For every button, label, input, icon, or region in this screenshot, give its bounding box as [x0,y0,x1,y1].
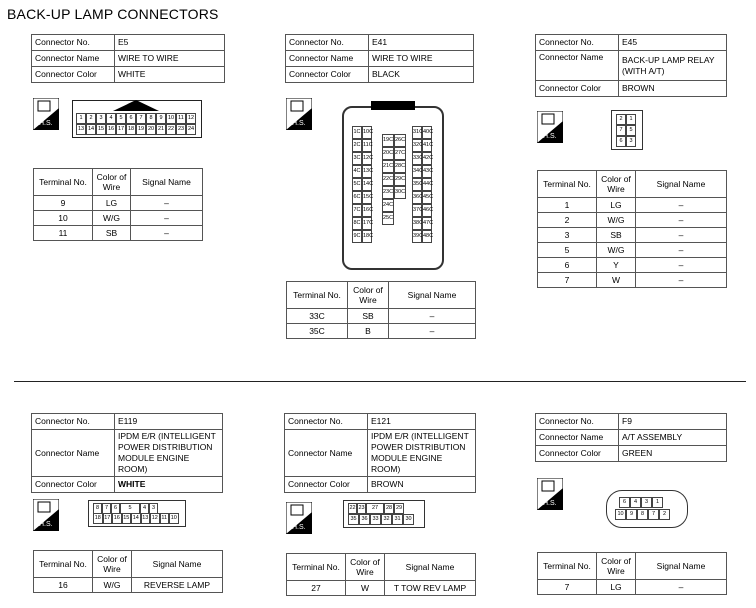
connector-info-e41 [285,34,474,83]
pin-cell: 27 [366,503,384,514]
pin-cell: 15 [96,124,106,135]
pin-cell: 43C [422,165,432,178]
pin-cell: 14 [86,124,96,135]
header-terminal-no: Terminal No. [287,282,348,309]
pin-cell: 28 [384,503,394,514]
pin-cell: 15C [362,191,372,204]
pin-cell: 36 [359,514,370,525]
label-connector-color: Connector Color [32,67,115,83]
connector-no-value: E121 [368,414,476,430]
connector-info-e5 [31,34,225,83]
pin-cell: 37C [412,204,422,217]
pin-cell: 8C [352,217,362,230]
pin-cell: 26C [394,134,406,147]
pin-cell: 8 [146,113,156,124]
pin-cell: 14C [362,178,372,191]
pin-cell: 11C [362,139,372,152]
pin-cell: 7 [616,125,626,136]
svg-text:H.S.: H.S. [39,521,53,528]
header-terminal-no: Terminal No. [287,554,346,581]
pin-cell: 7 [648,509,659,520]
signal-name-cell: T TOW REV LAMP [385,581,476,596]
terminal-no-cell: 16 [34,578,93,593]
header-terminal-no: Terminal No. [538,171,597,198]
table-row [538,243,727,258]
connector-no-value: E119 [115,414,223,430]
pin-cell: 46C [422,204,432,217]
connector-no-value: E41 [369,35,474,51]
pin-cell: 39C [412,230,422,243]
svg-text:H.S.: H.S. [292,120,306,127]
table-row [538,258,727,273]
pin-cell: 1 [76,113,86,124]
terminal-table-f9 [537,552,727,595]
signal-name-cell: – [636,580,727,595]
pin-cell: 10 [166,113,176,124]
pin-cell: 12C [362,152,372,165]
pin-cell: 5 [116,113,126,124]
pin-cell: 24C [382,199,394,212]
wire-color-cell: LG [597,580,636,595]
pin-cell: 10C [362,126,372,139]
pin-cell: 3 [641,497,652,508]
terminal-no-cell: 5 [538,243,597,258]
terminal-table-e119 [33,550,223,593]
terminal-no-cell: 7 [538,273,597,288]
connector-info-e45 [535,34,727,97]
table-row [34,578,223,593]
hs-icon [33,98,59,130]
pin-cell: 44C [422,178,432,191]
pin-cell: 9 [626,509,637,520]
pin-cell: 22 [348,503,357,514]
header-color-of-wire: Color of Wire [93,169,131,196]
pin-cell: 31 [392,514,403,525]
pin-cell: 5 [120,503,140,514]
connector-no-value: E45 [619,35,727,51]
pin-cell: 8 [93,503,102,514]
header-terminal-no: Terminal No. [538,553,597,580]
table-row [287,324,476,339]
pin-cell: 32C [412,139,422,152]
signal-name-cell: – [636,243,727,258]
terminal-no-cell: 27 [287,581,346,596]
pin-cell: 16 [112,513,122,524]
connector-face-f9 [606,490,688,528]
pin-cell: 36C [412,191,422,204]
hs-icon [286,502,312,534]
connector-name-value: WIRE TO WIRE [369,51,474,67]
label-connector-name: Connector Name [536,430,619,446]
pin-cell: 6C [352,191,362,204]
hs-icon [33,499,59,531]
signal-name-cell: – [131,226,203,241]
pin-cell: 17 [103,513,113,524]
pin-cell: 47C [422,217,432,230]
connector-name-value: BACK-UP LAMP RELAY (WITH A/T) [619,51,727,81]
latch-icon [371,101,415,110]
pin-cell: 27C [394,147,406,160]
pin-cell: 15 [122,513,132,524]
pin-cell: 3 [626,136,636,147]
pin-cell: 12 [150,513,160,524]
pin-cell: 45C [422,191,432,204]
pin-cell: 1 [626,114,636,125]
table-row [34,226,203,241]
wire-color-cell: LG [597,198,636,213]
svg-text:H.S.: H.S. [292,524,306,531]
pin-cell: 1C [352,126,362,139]
table-row [538,580,727,595]
pin-cell: 41C [422,139,432,152]
pin-cell: 19 [136,124,146,135]
pin-cell: 9 [156,113,166,124]
pin-cell: 31C [412,126,422,139]
label-connector-name: Connector Name [32,51,115,67]
pin-cell: 1 [652,497,663,508]
wire-color-cell: W [346,581,385,596]
pin-cell: 18 [93,513,103,524]
connector-no-value: F9 [619,414,727,430]
connector-name-value: A/T ASSEMBLY [619,430,727,446]
table-row [34,211,203,226]
pin-cell: 2 [659,509,670,520]
header-terminal-no: Terminal No. [34,551,93,578]
pin-cell: 4 [106,113,116,124]
wire-color-cell: LG [93,196,131,211]
header-signal-name: Signal Name [389,282,476,309]
pin-cell: 24 [186,124,196,135]
connector-color-value: WHITE [115,67,225,83]
terminal-table-e5 [33,168,203,241]
hs-icon [537,111,563,143]
signal-name-cell: – [636,258,727,273]
header-color-of-wire: Color of Wire [346,554,385,581]
pin-cell: 13 [76,124,86,135]
terminal-no-cell: 6 [538,258,597,273]
pin-cell: 33C [412,152,422,165]
wire-color-cell: SB [597,228,636,243]
svg-text:H.S.: H.S. [543,500,557,507]
wire-color-cell: W/G [597,213,636,228]
connector-color-value: BROWN [619,81,727,97]
pin-cell: 17 [116,124,126,135]
table-row [538,228,727,243]
pin-cell: 48C [422,230,432,243]
wire-color-cell: W/G [597,243,636,258]
pin-cell: 23C [382,186,394,199]
signal-name-cell: – [131,211,203,226]
pin-cell: 11 [160,513,170,524]
svg-text:H.S.: H.S. [543,133,557,140]
pin-cell: 23 [176,124,186,135]
label-connector-no: Connector No. [536,414,619,430]
connector-face-e41 [342,106,444,270]
pin-cell: 22C [382,173,394,186]
pin-cell: 6 [619,497,630,508]
pin-cell: 42C [422,152,432,165]
header-color-of-wire: Color of Wire [93,551,132,578]
pin-cell: 9C [352,230,362,243]
pin-cell: 13 [141,513,151,524]
pin-cell: 32 [381,514,392,525]
pin-cell: 3C [352,152,362,165]
hs-icon [537,478,563,510]
connector-face-e121 [343,500,425,528]
label-connector-color: Connector Color [536,446,619,462]
pin-cell: 30C [394,186,406,199]
terminal-no-cell: 33C [287,309,348,324]
terminal-no-cell: 2 [538,213,597,228]
table-row [538,198,727,213]
label-connector-name: Connector Name [536,51,619,81]
pin-cell: 18C [362,230,372,243]
pin-cell: 13C [362,165,372,178]
wire-color-cell: B [348,324,389,339]
label-connector-color: Connector Color [285,477,368,493]
pin-cell: 23 [357,503,366,514]
label-connector-no: Connector No. [536,35,619,51]
hs-icon [286,98,312,130]
label-connector-no: Connector No. [286,35,369,51]
connector-info-e119 [31,413,223,493]
signal-name-cell: – [389,324,476,339]
pin-cell: 10 [169,513,179,524]
connector-info-e121 [284,413,476,493]
svg-text:H.S.: H.S. [39,120,53,127]
signal-name-cell: REVERSE LAMP [132,578,223,593]
header-signal-name: Signal Name [636,553,727,580]
pin-cell: 40C [422,126,432,139]
pin-cell: 5C [352,178,362,191]
signal-name-cell: – [636,198,727,213]
wire-color-cell: SB [348,309,389,324]
pin-cell: 33 [370,514,381,525]
header-signal-name: Signal Name [385,554,476,581]
pin-cell: 4 [630,497,641,508]
pin-cell: 38C [412,217,422,230]
pin-cell: 8 [637,509,648,520]
terminal-table-e45 [537,170,727,288]
label-connector-no: Connector No. [32,35,115,51]
pin-cell: 21 [156,124,166,135]
page-title: BACK-UP LAMP CONNECTORS [7,6,219,22]
pin-cell: 16C [362,204,372,217]
label-connector-name: Connector Name [286,51,369,67]
pin-cell: 4 [140,503,149,514]
terminal-no-cell: 9 [34,196,93,211]
label-connector-name: Connector Name [32,430,115,477]
connector-color-value: BLACK [369,67,474,83]
header-signal-name: Signal Name [132,551,223,578]
pin-cell: 25C [382,212,394,225]
connector-no-value: E5 [115,35,225,51]
label-connector-name: Connector Name [285,430,368,477]
pin-cell: 2C [352,139,362,152]
pin-cell: 6 [616,136,626,147]
pin-cell: 14 [131,513,141,524]
connector-name-value: IPDM E/R (INTELLIGENT POWER DISTRIBUTION MODULE ENGINE ROOM) [115,430,223,477]
wire-color-cell: W/G [93,578,132,593]
terminal-no-cell: 7 [538,580,597,595]
terminal-no-cell: 11 [34,226,93,241]
label-connector-color: Connector Color [286,67,369,83]
terminal-no-cell: 10 [34,211,93,226]
pin-cell: 29C [394,173,406,186]
pin-cell: 34C [412,165,422,178]
connector-color-value: WHITE [115,477,223,493]
signal-name-cell: – [389,309,476,324]
pin-cell: 7C [352,204,362,217]
connector-face-e5 [72,100,202,138]
signal-name-cell: – [636,273,727,288]
header-color-of-wire: Color of Wire [597,171,636,198]
pin-cell: 5 [626,125,636,136]
terminal-table-e121 [286,553,476,596]
pin-cell: 20 [146,124,156,135]
pin-cell: 28C [394,160,406,173]
wire-color-cell: SB [93,226,131,241]
header-signal-name: Signal Name [131,169,203,196]
connector-name-value: WIRE TO WIRE [115,51,225,67]
pin-cell: 3 [96,113,106,124]
terminal-table-e41 [286,281,476,339]
connector-color-value: BROWN [368,477,476,493]
header-terminal-no: Terminal No. [34,169,93,196]
pin-cell: 17C [362,217,372,230]
table-row [287,581,476,596]
connector-info-f9 [535,413,727,462]
label-connector-no: Connector No. [32,414,115,430]
header-color-of-wire: Color of Wire [597,553,636,580]
table-row [538,273,727,288]
pin-cell: 11 [176,113,186,124]
pin-cell: 6 [126,113,136,124]
connector-name-value: IPDM E/R (INTELLIGENT POWER DISTRIBUTION MODULE ENGINE ROOM) [368,430,476,477]
pin-cell: 2 [616,114,626,125]
pin-cell: 35C [412,178,422,191]
pin-cell: 12 [186,113,196,124]
table-row [34,196,203,211]
pin-cell: 2 [86,113,96,124]
pin-cell: 19C [382,134,394,147]
pin-cell: 6 [111,503,120,514]
label-connector-color: Connector Color [536,81,619,97]
signal-name-cell: – [131,196,203,211]
terminal-no-cell: 35C [287,324,348,339]
connector-face-e119 [88,500,186,527]
label-connector-no: Connector No. [285,414,368,430]
pin-cell: 22 [166,124,176,135]
connector-face-e45 [611,110,643,150]
pin-cell: 3 [149,503,158,514]
pin-cell: 29 [394,503,404,514]
wire-color-cell: W [597,273,636,288]
signal-name-cell: – [636,228,727,243]
pin-cell: 7 [102,503,111,514]
connector-color-value: GREEN [619,446,727,462]
wire-color-cell: W/G [93,211,131,226]
terminal-no-cell: 3 [538,228,597,243]
latch-icon [113,99,159,111]
pin-cell: 7 [136,113,146,124]
pin-cell: 35 [348,514,359,525]
pin-cell: 4C [352,165,362,178]
terminal-no-cell: 1 [538,198,597,213]
header-color-of-wire: Color of Wire [348,282,389,309]
wire-color-cell: Y [597,258,636,273]
header-signal-name: Signal Name [636,171,727,198]
pin-cell: 20C [382,147,394,160]
pin-cell: 30 [403,514,414,525]
table-row [287,309,476,324]
label-connector-color: Connector Color [32,477,115,493]
section-divider [14,381,746,382]
pin-cell: 18 [126,124,136,135]
signal-name-cell: – [636,213,727,228]
table-row [538,213,727,228]
pin-cell: 21C [382,160,394,173]
pin-cell: 16 [106,124,116,135]
pin-cell: 10 [615,509,626,520]
